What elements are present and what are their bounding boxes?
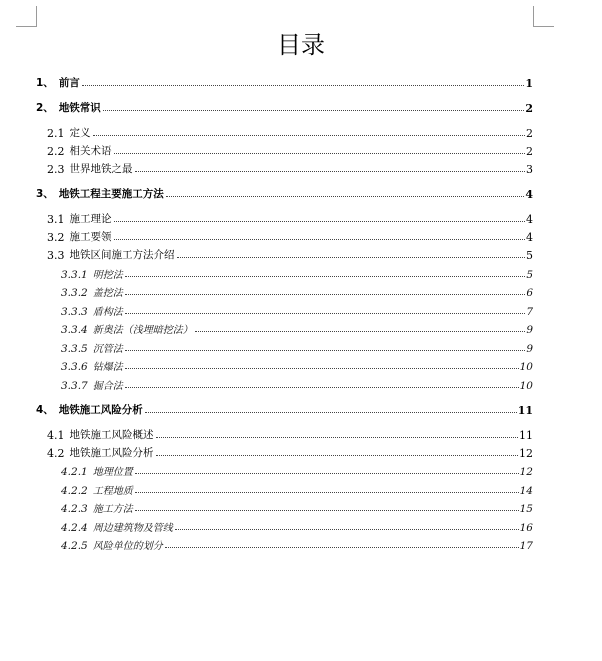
toc-label: 施工要领 xyxy=(69,231,112,243)
toc-label: 施工方法 xyxy=(92,504,133,515)
toc-entry[interactable] xyxy=(61,336,533,355)
dot-leader xyxy=(135,170,526,172)
toc-page-number: 16 xyxy=(519,521,533,534)
dot-leader xyxy=(195,330,526,332)
toc-entry[interactable] xyxy=(61,262,533,281)
toc-number: 3.3.6 xyxy=(61,361,88,373)
dot-leader xyxy=(114,152,526,154)
toc-page-number: 10 xyxy=(519,361,533,373)
dot-leader xyxy=(135,491,519,493)
toc-page-number: 12 xyxy=(519,446,533,460)
toc-label: 世界地铁之最 xyxy=(69,163,133,175)
toc-page-number: 9 xyxy=(526,324,533,336)
toc-label: 地铁施工风险概述 xyxy=(69,428,154,441)
toc-label: 明挖法 xyxy=(92,269,123,281)
toc-label: 风险单位的划分 xyxy=(92,541,163,552)
toc-page-number: 11 xyxy=(517,403,533,417)
toc-page-number: 2 xyxy=(526,145,533,158)
toc-label: 地铁区间施工方法介绍 xyxy=(69,249,175,261)
toc-number: 3.3.5 xyxy=(61,342,88,355)
toc-page-number: 12 xyxy=(519,466,533,478)
dot-leader xyxy=(177,256,526,258)
dot-leader xyxy=(125,349,526,351)
toc-page-number: 17 xyxy=(519,540,533,552)
dot-leader xyxy=(175,528,519,530)
toc-label: 地铁施工风险分析 xyxy=(69,446,154,459)
dot-leader xyxy=(103,109,525,111)
toc-entry[interactable] xyxy=(61,299,533,318)
toc-label: 工程地质 xyxy=(92,485,133,497)
toc-entry[interactable] xyxy=(36,399,533,417)
toc-number: 4.2.5 xyxy=(61,540,88,552)
toc-page-number: 5 xyxy=(526,268,533,281)
toc-label: 前言 xyxy=(58,77,80,89)
toc-entry[interactable] xyxy=(61,497,533,516)
table-of-contents xyxy=(36,72,533,552)
toc-label: 地铁工程主要施工方法 xyxy=(58,188,164,200)
toc-number: 3.3.2 xyxy=(61,287,88,299)
dot-leader xyxy=(82,84,525,86)
toc-label: 新奥法（浅埋暗挖法） xyxy=(92,325,193,336)
toc-entry[interactable] xyxy=(61,281,533,300)
dot-leader xyxy=(93,134,526,136)
toc-page-number: 11 xyxy=(519,428,533,442)
dot-leader xyxy=(156,436,519,438)
toc-entry[interactable] xyxy=(61,355,533,374)
toc-number: 4.2.1 xyxy=(61,466,88,478)
toc-entry[interactable] xyxy=(47,208,533,226)
toc-page-number: 15 xyxy=(519,503,533,515)
toc-number: 3、 xyxy=(36,188,54,200)
toc-label: 盖挖法 xyxy=(92,288,123,299)
toc-entry[interactable] xyxy=(61,318,533,337)
toc-label: 施工理论 xyxy=(69,213,112,225)
toc-page-number: 5 xyxy=(526,249,533,262)
dot-leader xyxy=(125,386,519,388)
dot-leader xyxy=(125,367,519,369)
dot-leader xyxy=(145,411,517,413)
toc-number: 4.2.4 xyxy=(61,521,88,534)
toc-entry[interactable] xyxy=(47,424,533,442)
toc-number: 3.3.3 xyxy=(61,305,88,318)
toc-number: 2.2 xyxy=(47,145,65,158)
toc-label: 定义 xyxy=(69,127,91,139)
toc-number: 3.3.1 xyxy=(61,268,88,281)
toc-page-number: 2 xyxy=(526,127,533,140)
toc-entry[interactable] xyxy=(61,515,533,534)
toc-page-number: 4 xyxy=(526,231,533,244)
toc-number: 2.3 xyxy=(47,163,65,176)
toc-label: 周边建筑物及管线 xyxy=(92,522,173,534)
margin-corner-mark xyxy=(16,6,37,27)
toc-entry[interactable] xyxy=(36,72,533,90)
toc-entry[interactable] xyxy=(47,226,533,244)
toc-number: 3.2 xyxy=(47,231,65,244)
toc-page-number: 6 xyxy=(526,287,533,299)
toc-entry[interactable] xyxy=(61,460,533,479)
dot-leader xyxy=(156,454,519,456)
toc-number: 4.2 xyxy=(47,446,65,460)
toc-page-number: 7 xyxy=(526,305,533,318)
toc-entry[interactable] xyxy=(36,183,533,201)
dot-leader xyxy=(135,472,519,474)
toc-label: 盾构法 xyxy=(92,306,123,318)
toc-entry[interactable] xyxy=(47,158,533,176)
toc-page-number: 10 xyxy=(519,379,533,392)
toc-number: 3.3.4 xyxy=(61,324,88,336)
toc-entry[interactable] xyxy=(36,97,533,115)
dot-leader xyxy=(135,509,519,511)
toc-entry[interactable] xyxy=(47,122,533,140)
dot-leader xyxy=(114,238,526,240)
page-title: 目录 xyxy=(277,31,325,59)
toc-number: 4.2.2 xyxy=(61,484,88,497)
dot-leader xyxy=(165,546,519,548)
dot-leader xyxy=(166,195,525,197)
margin-corner-mark xyxy=(533,6,554,27)
toc-entry[interactable] xyxy=(61,478,533,497)
toc-number: 2.1 xyxy=(47,127,65,140)
toc-number: 4.2.3 xyxy=(61,503,88,515)
toc-page-number: 4 xyxy=(525,188,533,201)
toc-label: 地铁常识 xyxy=(58,102,101,114)
toc-label: 掘合法 xyxy=(92,380,123,392)
toc-entry[interactable] xyxy=(47,442,533,460)
toc-number: 1、 xyxy=(36,77,54,89)
toc-page-number: 4 xyxy=(526,213,533,226)
dot-leader xyxy=(114,220,526,222)
toc-label: 沉管法 xyxy=(92,343,123,355)
toc-page-number: 1 xyxy=(525,77,533,90)
toc-label: 相关术语 xyxy=(69,145,112,157)
toc-number: 3.3 xyxy=(47,249,65,262)
toc-label: 地铁施工风险分析 xyxy=(58,403,143,416)
toc-page-number: 9 xyxy=(526,342,533,355)
toc-number: 4、 xyxy=(36,403,54,416)
toc-number: 2、 xyxy=(36,102,54,114)
toc-number: 3.1 xyxy=(47,213,65,226)
dot-leader xyxy=(125,293,526,295)
dot-leader xyxy=(125,312,526,314)
toc-entry[interactable] xyxy=(61,534,533,553)
toc-number: 4.1 xyxy=(47,428,65,442)
toc-entry[interactable] xyxy=(61,373,533,392)
dot-leader xyxy=(125,275,526,277)
toc-page-number: 2 xyxy=(525,102,533,115)
toc-page-number: 3 xyxy=(526,163,533,176)
toc-page-number: 14 xyxy=(519,484,533,497)
toc-entry[interactable] xyxy=(47,140,533,158)
toc-label: 钻爆法 xyxy=(92,362,123,373)
toc-number: 3.3.7 xyxy=(61,379,88,392)
toc-label: 地理位置 xyxy=(92,467,133,478)
toc-entry[interactable] xyxy=(47,244,533,262)
